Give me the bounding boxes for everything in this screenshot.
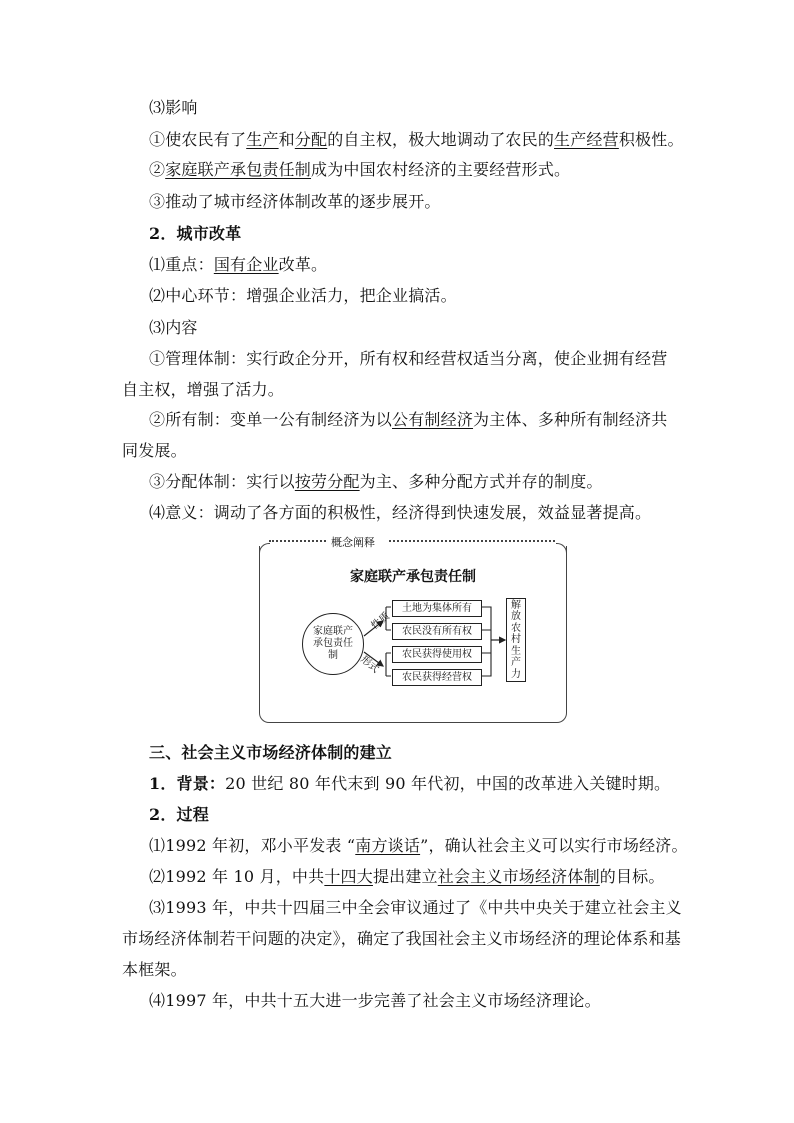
text-run: 改革。 [278,255,328,274]
concept-box [259,536,567,724]
text-run: ③推动了城市经济体制改革的逐步展开。 [149,192,441,211]
text-run: ⑴重点： [149,255,214,274]
text-run: 为主体、多种所有制经济共 [473,410,668,429]
text-line [149,774,794,794]
text-line [149,160,794,180]
text-run: 1．背景： [149,774,226,793]
underlined-term: 生产经营 [554,130,619,149]
text-run: ⑴1992 年初，邓小平发表 “ [149,836,356,855]
text-run: 的自主权，极大地调动了农民的 [327,130,555,149]
underlined-term: 国有企业 [213,255,279,274]
text-run: ⑵中心环节：增强企业活力，把企业搞活。 [149,286,457,305]
text-run: 的目标。 [599,867,665,886]
text-run: ② [149,160,166,179]
concept-item: 农民没有所有权 [392,623,482,640]
text-run: 市场经济体制若干问题的决定》，确定了我国社会主义市场经济的理论体系和基 [122,929,682,948]
text-run: ⑷意义：调动了各方面的积极性，经济得到快速发展，效益显著提高。 [149,503,652,522]
text-line [149,867,794,887]
underlined-term: 十四大 [324,867,373,886]
underlined-term: 按劳分配 [294,472,360,491]
concept-item: 农民获得经营权 [392,669,482,686]
label-nature: 性质 [369,610,392,632]
concept-item: 农民获得使用权 [392,646,482,663]
concept-center: 家庭联产 承包责任 制 [302,613,364,675]
text-run: ⑶1993 年，中共十四届三中全会审议通过了《中共中央关于建立社会主义 [149,898,682,917]
text-line [149,836,794,856]
text-run: ①使农民有了 [149,130,247,149]
text-run: 积极性。 [618,130,684,149]
text-run: ⑶影响 [149,98,198,117]
text-line [149,991,794,1011]
concept-result: 解 放 农 村 生 产 力 [506,598,526,682]
text-run: 自主权，增强了活力。 [122,380,285,399]
text-run: ③分配体制：实行以 [149,472,295,491]
text-line [122,960,794,980]
underlined-term: 分配 [294,130,328,149]
text-run: ⑷1997 年，中共十五大进一步完善了社会主义市场经济理论。 [149,991,601,1010]
text-line [149,349,794,369]
concept-item: 土地为集体所有 [392,600,482,617]
concept-title: 家庭联产承包责任制 [350,569,476,585]
text-run: 2．过程 [149,805,209,824]
text-line [149,898,794,918]
text-line [149,503,794,523]
underlined-term: 家庭联产承包责任制 [165,160,312,179]
text-run: 本框架。 [122,960,187,979]
text-line [149,224,794,244]
underlined-term: 公有制经济 [392,410,474,429]
text-run: 同发展。 [122,441,187,460]
text-line [149,192,794,212]
underlined-term: 社会主义市场经济体制 [437,867,600,886]
text-run: 三、社会主义市场经济体制的建立 [149,743,393,762]
text-run: ②所有制：变单一公有制经济为以 [149,410,393,429]
text-line [149,805,794,825]
text-run: 和 [278,130,295,149]
text-line [149,318,794,338]
text-line [122,929,794,949]
text-line [122,380,794,400]
text-line [149,98,794,118]
concept-tag: 概念阐释 [327,534,379,550]
underlined-term: 南方谈话 [355,836,421,855]
text-line [149,130,794,150]
text-run: ⑵1992 年 10 月，中共 [149,867,325,886]
text-run: 为主、多种分配方式并存的制度。 [359,472,603,491]
underlined-term: 生产 [246,130,279,149]
text-run: 成为中国农村经济的主要经营形式。 [311,160,571,179]
text-line [149,410,794,430]
label-form: 形式 [358,654,381,676]
text-run: 2．城市改革 [149,224,242,243]
text-line [149,743,794,763]
text-run: 20 世纪 80 年代末到 90 年代初，中国的改革进入关键时期。 [225,774,671,793]
text-line [122,441,794,461]
text-line [149,472,794,492]
text-run: ”，确认社会主义可以实行市场经济。 [420,836,688,855]
text-run: 提出建立 [372,867,438,886]
text-line [149,255,794,275]
text-run: ⑶内容 [149,318,198,337]
text-line [149,286,794,306]
text-run: ①管理体制：实行政企分开，所有权和经营权适当分离，使企业拥有经营 [149,349,668,368]
